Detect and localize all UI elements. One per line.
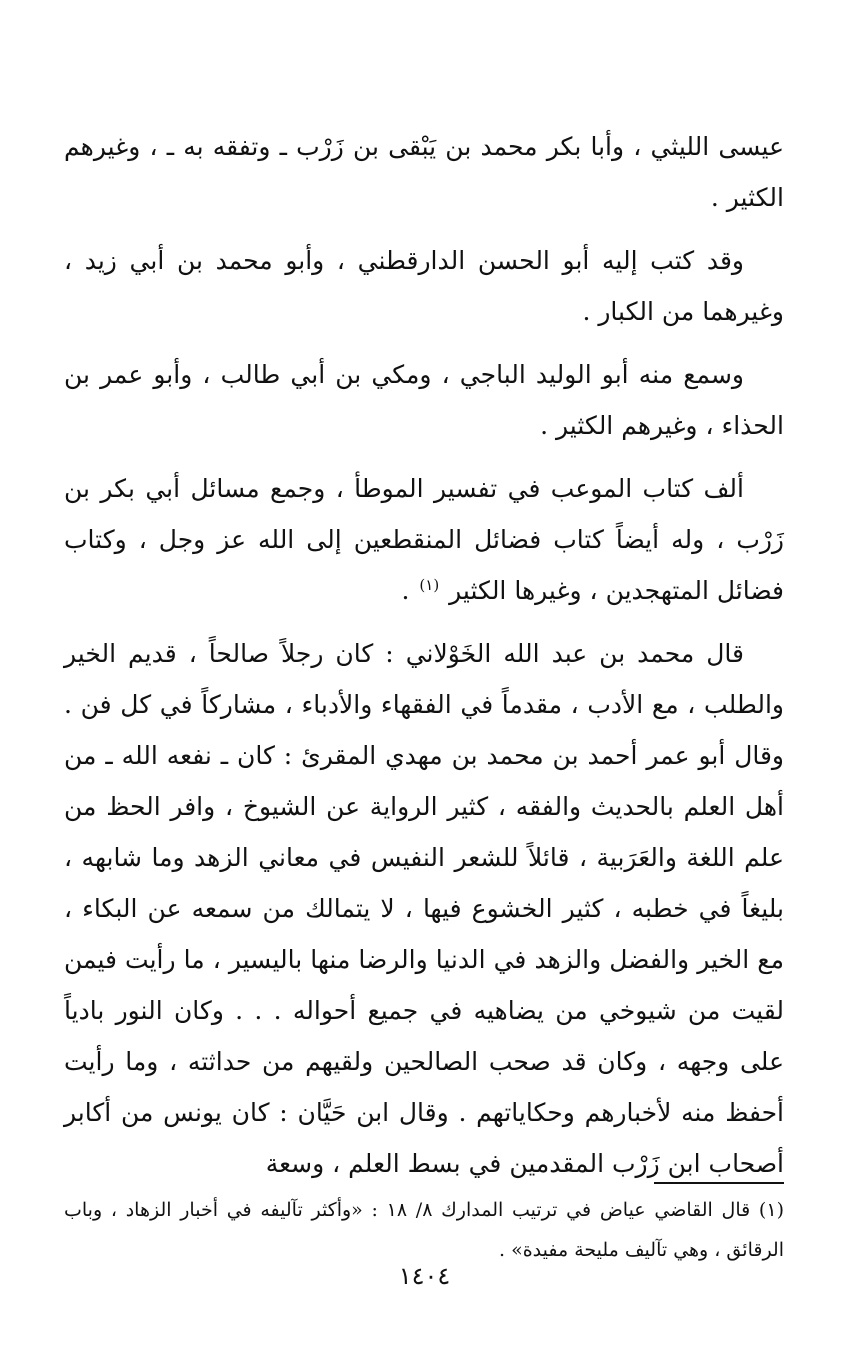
- paragraph-3: وسمع منه أبو الوليد الباجي ، ومكي بن أبي طالب ، وأبو عمر بن الحذاء ، وغيرهم الكثير .: [64, 360, 784, 440]
- paragraph-5: قال محمد بن عبد الله الخَوْلاني : كان رجلاً صالحاً ، قديم الخير والطلب ، مع الأدب ، مقدماً في الفقهاء والأدباء ، مشاركاً في كل فن . وقال أبو عمر أحمد بن محمد بن مهدي المقرئ : كان ـ نفعه الله ـ من أهل العلم بالحديث والفقه ، كثير الرواية عن الشيوخ ، وافر الحظ من علم اللغة والعَرَبية ، قائلاً للشعر النفيس في معاني الزهد وما شابهه ، بليغاً في خطبه ، كثير الخشوع فيها ، لا يتمالك من سمعه عن البكاء ، مع الخير والفضل والزهد في الدنيا والرضا منها باليسير ، ما رأيت فيمن لقيت من شيوخي من يضاهيه في جميع أحواله . . . وكان النور بادياً على وجهه ، وكان قد صحب الصالحين ولقيهم من حداثته ، وما رأيت أحفظ منه لأخبارهم وحكاياتهم . وقال ابن حَيَّان : كان يونس من أكابر أصحاب ابن زَرْب المقدمين في بسط العلم ، وسعة: [64, 639, 784, 1178]
- footnote-text: (١) قال القاضي عياض في ترتيب المدارك ٨/ ١٨ : «وأكثر تآليفه في أخبار الزهاد ، وباب الرقائق ، وهي تآليف مليحة مفيدة» .: [64, 1199, 784, 1261]
- page-number: ١٤٠٤: [398, 1262, 451, 1290]
- paragraph-2: وقد كتب إليه أبو الحسن الدارقطني ، وأبو محمد بن أبي زيد ، وغيرهما من الكبار .: [64, 246, 784, 326]
- footnote-reference[interactable]: (١): [419, 575, 440, 594]
- paragraph-4-end: .: [401, 576, 418, 605]
- footnote-separator: [654, 1182, 784, 1184]
- paragraph-4-text: ألف كتاب الموعب في تفسير الموطأ ، وجمع مسائل أبي بكر بن زَرْب ، وله أيضاً كتاب فضائل المنقطعين إلى الله عز وجل ، وكتاب فضائل المتهجدين ، وغيرها الكثير: [64, 474, 784, 605]
- paragraph-1: عيسى الليثي ، وأبا بكر محمد بن يَبْقى بن زَرْب ـ وتفقه به ـ ، وغيرهم الكثير .: [64, 132, 784, 212]
- main-text: [64, 121, 784, 1189]
- paragraph-4: [64, 463, 784, 616]
